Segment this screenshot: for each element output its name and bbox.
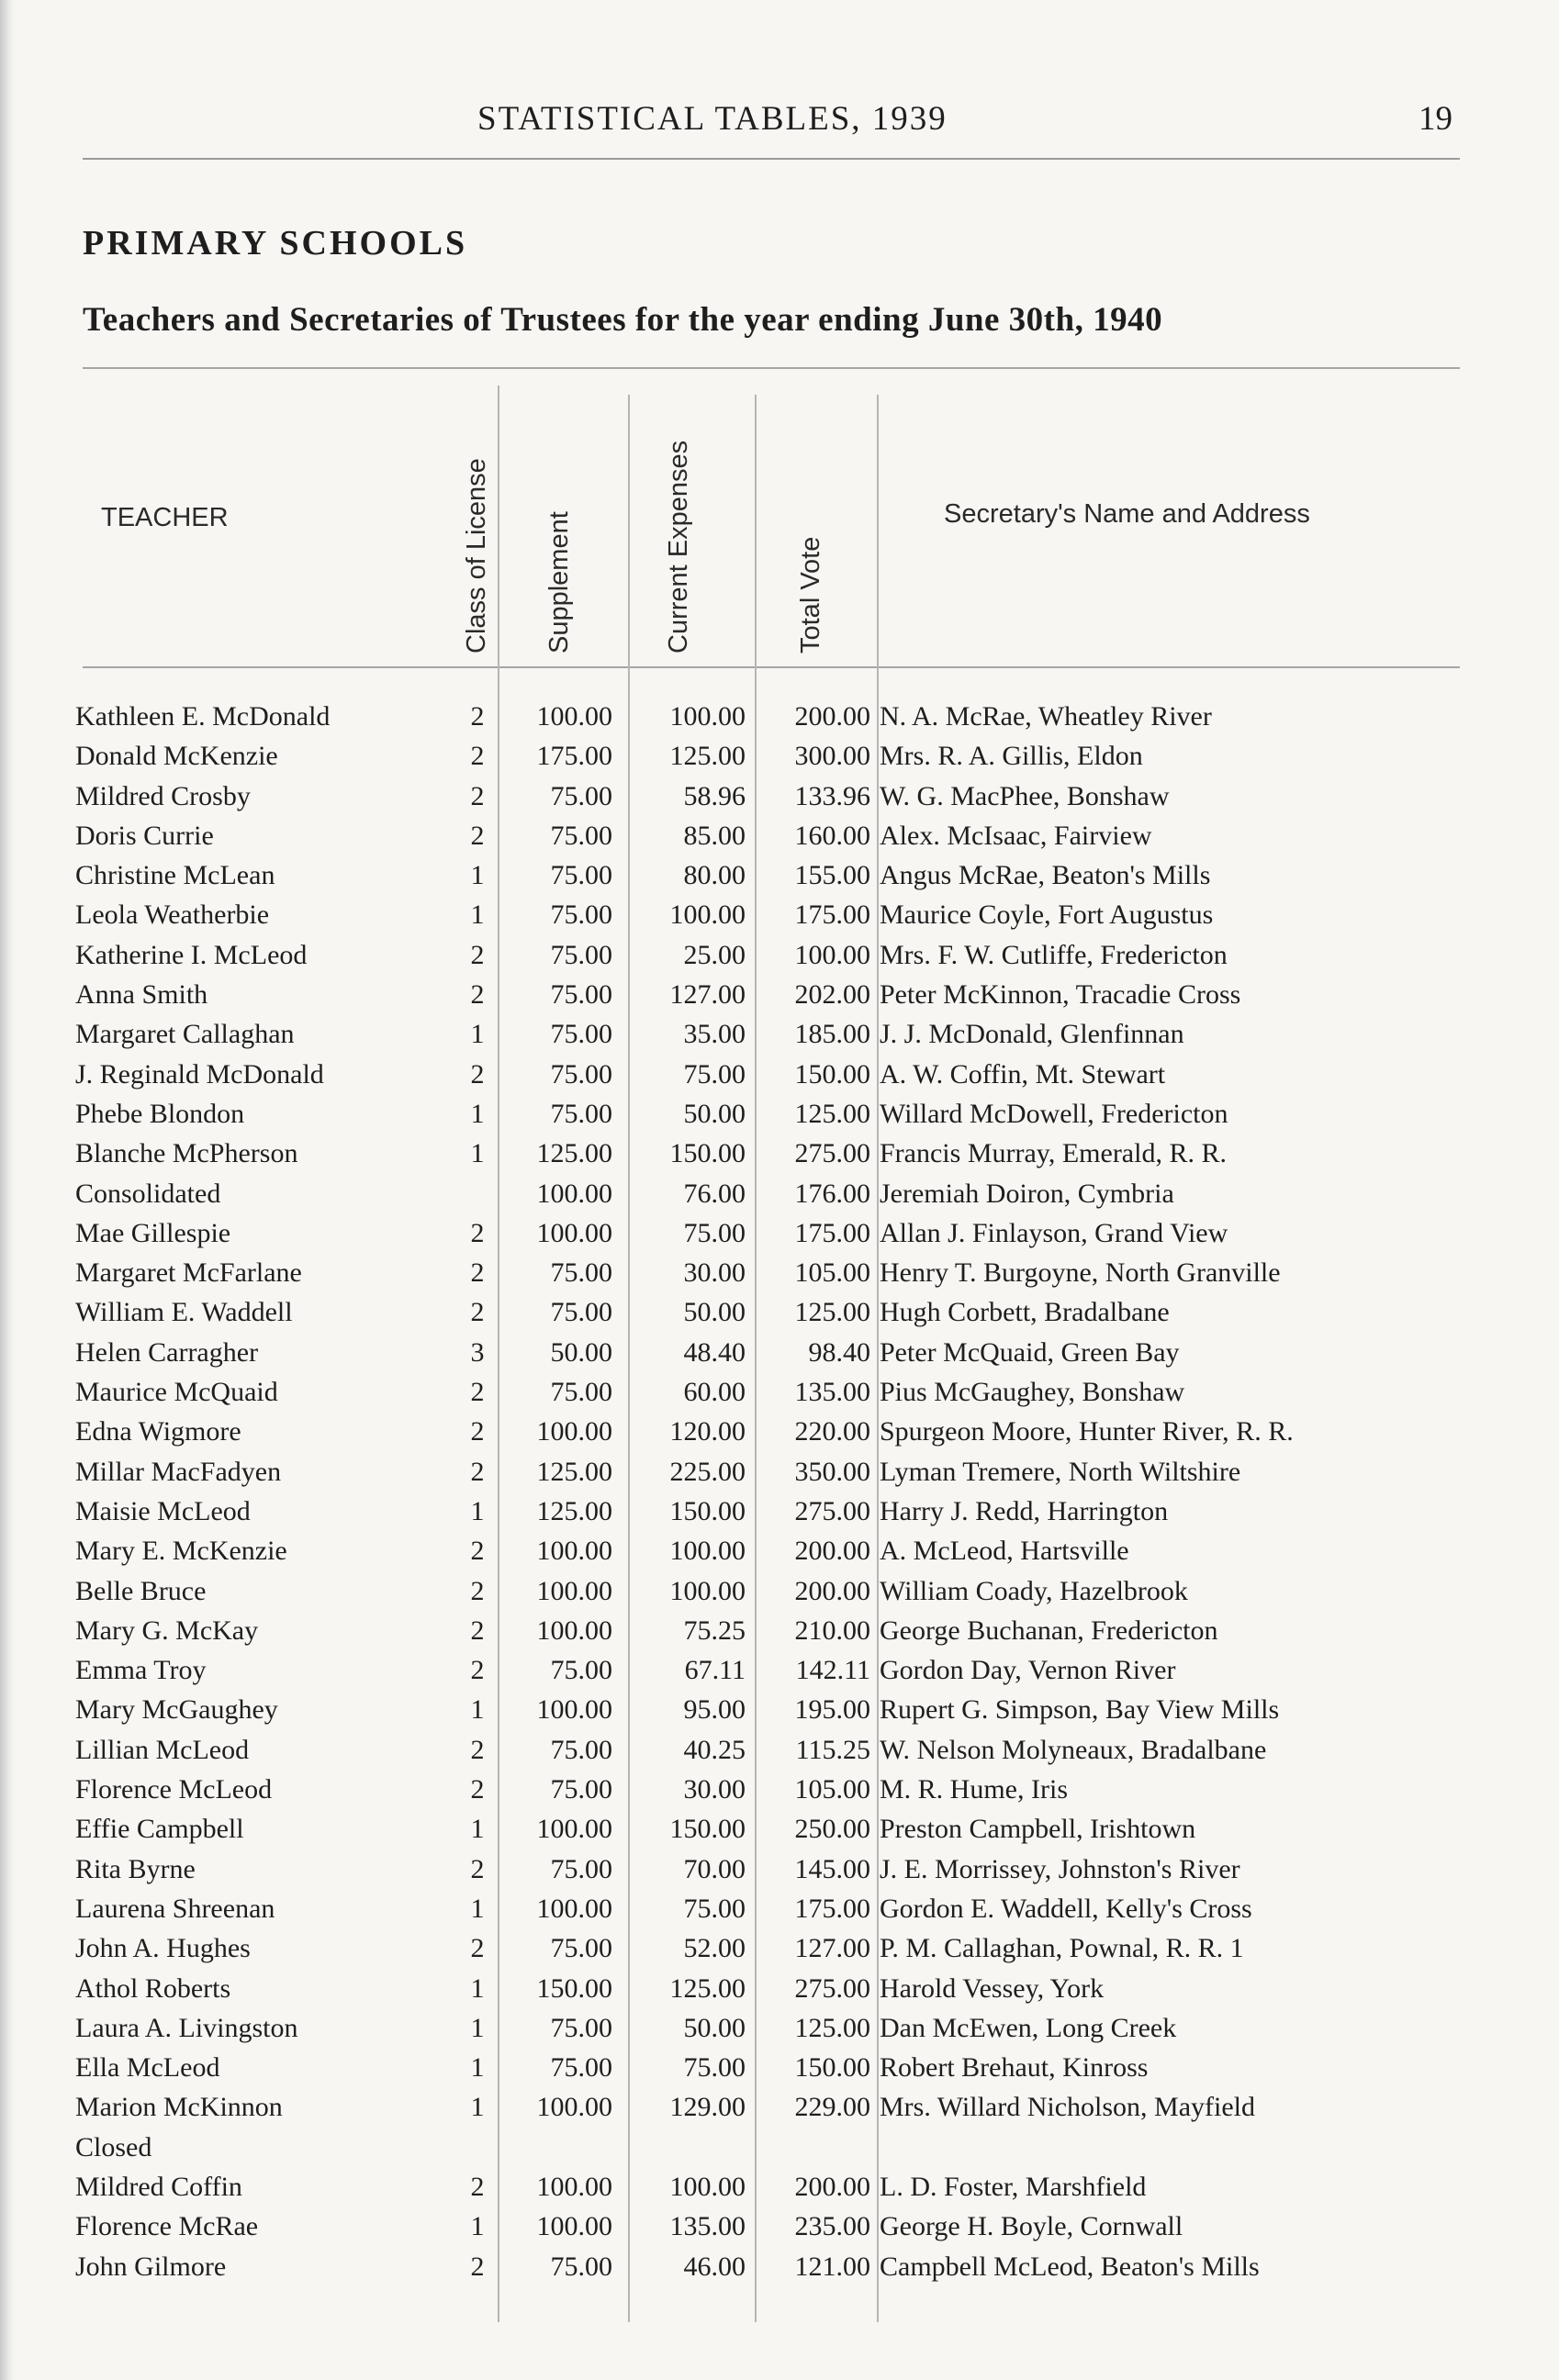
class-of-license: 2 xyxy=(470,701,485,732)
teacher-name: Leola Weatherbie xyxy=(75,899,270,931)
current-expenses-amount: 100.00 xyxy=(669,1536,746,1567)
table-row xyxy=(0,1416,1559,1456)
supplement-amount: 100.00 xyxy=(536,1575,612,1606)
secretary-name-address: Hugh Corbett, Bradalbane xyxy=(880,1297,1170,1328)
teacher-name: Mary G. McKay xyxy=(75,1615,259,1646)
teacher-name: Kathleen E. McDonald xyxy=(75,701,331,732)
teacher-name: Emma Troy xyxy=(75,1655,207,1686)
total-vote-amount: 275.00 xyxy=(794,1495,870,1526)
table-row xyxy=(0,1933,1559,1972)
class-of-license: 2 xyxy=(470,1217,485,1248)
table-row xyxy=(0,1576,1559,1615)
secretary-name-address: Angus McRae, Beaton's Mills xyxy=(880,860,1211,891)
teacher-name: J. Reginald McDonald xyxy=(75,1058,324,1089)
current-expenses-amount: 75.00 xyxy=(683,1217,746,1248)
teacher-name: John A. Hughes xyxy=(75,1933,251,1964)
table-row xyxy=(0,2092,1559,2131)
teacher-name: Mildred Coffin xyxy=(75,2171,242,2202)
supplement-amount: 75.00 xyxy=(550,1655,612,1686)
class-of-license: 1 xyxy=(470,2211,485,2242)
total-vote-amount: 125.00 xyxy=(794,2012,870,2043)
total-vote-amount: 115.25 xyxy=(795,1734,870,1765)
current-expenses-amount: 52.00 xyxy=(683,1933,746,1964)
table-row xyxy=(0,2132,1559,2172)
table-row xyxy=(0,1218,1559,1257)
total-vote-amount: 300.00 xyxy=(794,741,870,772)
class-of-license: 2 xyxy=(470,780,485,811)
current-expenses-amount: 50.00 xyxy=(683,2012,746,2043)
total-vote-amount: 200.00 xyxy=(794,701,870,732)
table-row xyxy=(0,1894,1559,1933)
current-expenses-amount: 95.00 xyxy=(683,1694,746,1726)
table-row xyxy=(0,1973,1559,2013)
secretary-name-address: Harry J. Redd, Harrington xyxy=(880,1495,1169,1526)
table-row xyxy=(0,2013,1559,2052)
current-expenses-amount: 67.11 xyxy=(684,1655,746,1686)
secretary-name-address: L. D. Foster, Marshfield xyxy=(880,2171,1147,2202)
secretary-name-address: Mrs. R. A. Gillis, Eldon xyxy=(880,741,1143,772)
table-row xyxy=(0,1655,1559,1694)
supplement-amount: 100.00 xyxy=(536,1814,612,1845)
teacher-name: Christine McLean xyxy=(75,860,275,891)
teacher-name: Millar MacFadyen xyxy=(75,1456,282,1487)
supplement-amount: 100.00 xyxy=(536,1615,612,1646)
col-header-supplement: Supplement xyxy=(544,511,574,654)
secretary-name-address: W. Nelson Molyneaux, Bradalbane xyxy=(880,1734,1267,1765)
table-row xyxy=(0,1297,1559,1336)
teacher-name: Anna Smith xyxy=(75,979,208,1011)
supplement-amount: 100.00 xyxy=(536,2171,612,2202)
secretary-name-address: Campbell McLeod, Beaton's Mills xyxy=(880,2251,1260,2282)
table-row xyxy=(0,1019,1559,1058)
total-vote-amount: 250.00 xyxy=(794,1814,870,1845)
total-vote-amount: 142.11 xyxy=(795,1655,870,1686)
table-row xyxy=(0,1615,1559,1655)
teacher-name: Lillian McLeod xyxy=(75,1734,250,1765)
table-row xyxy=(0,1059,1559,1099)
current-expenses-amount: 50.00 xyxy=(683,1297,746,1328)
secretary-name-address: P. M. Callaghan, Pownal, R. R. 1 xyxy=(880,1933,1244,1964)
table-row xyxy=(0,1694,1559,1734)
total-vote-amount: 175.00 xyxy=(794,1893,870,1924)
secretary-name-address: George H. Boyle, Cornwall xyxy=(880,2211,1183,2242)
current-expenses-amount: 85.00 xyxy=(683,820,746,851)
current-expenses-amount: 129.00 xyxy=(669,2092,746,2123)
supplement-amount: 75.00 xyxy=(550,1734,612,1765)
total-vote-amount: 160.00 xyxy=(794,820,870,851)
total-vote-amount: 150.00 xyxy=(794,2052,870,2084)
teacher-name: Mary McGaughey xyxy=(75,1694,278,1726)
supplement-amount: 75.00 xyxy=(550,820,612,851)
current-expenses-amount: 150.00 xyxy=(669,1495,746,1526)
total-vote-amount: 185.00 xyxy=(794,1019,870,1050)
table-top-rule xyxy=(83,367,1460,369)
header-bottom-rule xyxy=(83,666,1460,668)
supplement-amount: 75.00 xyxy=(550,1019,612,1050)
class-of-license: 3 xyxy=(470,1336,485,1368)
secretary-name-address: Rupert G. Simpson, Bay View Mills xyxy=(880,1694,1280,1726)
total-vote-amount: 200.00 xyxy=(794,1536,870,1567)
current-expenses-amount: 75.25 xyxy=(683,1615,746,1646)
secretary-name-address: N. A. McRae, Wheatley River xyxy=(880,701,1212,732)
table-row xyxy=(0,979,1559,1019)
running-title: STATISTICAL TABLES, 1939 xyxy=(477,100,948,138)
supplement-amount: 100.00 xyxy=(536,2211,612,2242)
teacher-name: Effie Campbell xyxy=(75,1814,244,1845)
table-row xyxy=(0,1854,1559,1894)
teacher-name: Katherine I. McLeod xyxy=(75,939,308,970)
supplement-amount: 75.00 xyxy=(550,780,612,811)
table-row xyxy=(0,1457,1559,1496)
secretary-name-address: Peter McKinnon, Tracadie Cross xyxy=(880,979,1241,1011)
total-vote-amount: 125.00 xyxy=(794,1297,870,1328)
class-of-license: 1 xyxy=(470,1972,485,2004)
secretary-name-address: J. J. McDonald, Glenfinnan xyxy=(880,1019,1184,1050)
teacher-name: Laurena Shreenan xyxy=(75,1893,275,1924)
class-of-license: 2 xyxy=(470,1655,485,1686)
secretary-name-address: Robert Brehaut, Kinross xyxy=(880,2052,1149,2084)
class-of-license: 1 xyxy=(470,1019,485,1050)
teacher-name: Closed xyxy=(75,2131,152,2162)
class-of-license: 2 xyxy=(470,939,485,970)
table-row xyxy=(0,1774,1559,1814)
current-expenses-amount: 60.00 xyxy=(683,1377,746,1408)
class-of-license: 2 xyxy=(470,820,485,851)
table-row xyxy=(0,899,1559,939)
current-expenses-amount: 100.00 xyxy=(669,1575,746,1606)
col-header-secretary: Secretary's Name and Address xyxy=(944,499,1310,529)
table-row xyxy=(0,1735,1559,1774)
current-expenses-amount: 120.00 xyxy=(669,1416,746,1447)
page-number: 19 xyxy=(1419,100,1452,138)
table-row xyxy=(0,1257,1559,1297)
total-vote-amount: 175.00 xyxy=(794,899,870,931)
supplement-amount: 75.00 xyxy=(550,939,612,970)
teacher-name: John Gilmore xyxy=(75,2251,227,2282)
supplement-amount: 75.00 xyxy=(550,1098,612,1129)
current-expenses-amount: 100.00 xyxy=(669,2171,746,2202)
current-expenses-amount: 30.00 xyxy=(683,1774,746,1805)
total-vote-amount: 220.00 xyxy=(794,1416,870,1447)
class-of-license: 2 xyxy=(470,1297,485,1328)
class-of-license: 2 xyxy=(470,1536,485,1567)
class-of-license: 1 xyxy=(470,1138,485,1169)
teacher-name: Donald McKenzie xyxy=(75,741,278,772)
supplement-amount: 100.00 xyxy=(536,2092,612,2123)
current-expenses-amount: 125.00 xyxy=(669,741,746,772)
secretary-name-address: Lyman Tremere, North Wiltshire xyxy=(880,1456,1241,1487)
secretary-name-address: Willard McDowell, Fredericton xyxy=(880,1098,1228,1129)
current-expenses-amount: 76.00 xyxy=(683,1178,746,1209)
supplement-amount: 100.00 xyxy=(536,701,612,732)
current-expenses-amount: 30.00 xyxy=(683,1257,746,1289)
supplement-amount: 75.00 xyxy=(550,2052,612,2084)
table-body xyxy=(0,701,1559,2291)
current-expenses-amount: 150.00 xyxy=(669,1814,746,1845)
current-expenses-amount: 100.00 xyxy=(669,701,746,732)
total-vote-amount: 275.00 xyxy=(794,1972,870,2004)
supplement-amount: 100.00 xyxy=(536,1536,612,1567)
table-row xyxy=(0,2252,1559,2291)
total-vote-amount: 127.00 xyxy=(794,1933,870,1964)
current-expenses-amount: 46.00 xyxy=(683,2251,746,2282)
total-vote-amount: 150.00 xyxy=(794,1058,870,1089)
current-expenses-amount: 150.00 xyxy=(669,1138,746,1169)
teacher-name: William E. Waddell xyxy=(75,1297,293,1328)
supplement-amount: 150.00 xyxy=(536,1972,612,2004)
current-expenses-amount: 100.00 xyxy=(669,899,746,931)
table-row xyxy=(0,1536,1559,1575)
running-head xyxy=(0,99,1559,145)
supplement-amount: 75.00 xyxy=(550,1933,612,1964)
total-vote-amount: 195.00 xyxy=(794,1694,870,1726)
total-vote-amount: 202.00 xyxy=(794,979,870,1011)
secretary-name-address: Harold Vessey, York xyxy=(880,1972,1105,2004)
total-vote-amount: 210.00 xyxy=(794,1615,870,1646)
teacher-name: Marion McKinnon xyxy=(75,2092,283,2123)
class-of-license: 2 xyxy=(470,1416,485,1447)
teacher-name: Mae Gillespie xyxy=(75,1217,231,1248)
teacher-name: Rita Byrne xyxy=(75,1853,196,1884)
header-rule xyxy=(83,158,1460,160)
teacher-name: Maurice McQuaid xyxy=(75,1377,278,1408)
class-of-license: 2 xyxy=(470,1774,485,1805)
secretary-name-address: Francis Murray, Emerald, R. R. xyxy=(880,1138,1227,1169)
table-row xyxy=(0,1179,1559,1218)
section-title: PRIMARY SCHOOLS xyxy=(83,224,468,263)
total-vote-amount: 133.96 xyxy=(794,780,870,811)
secretary-name-address: A. W. Coffin, Mt. Stewart xyxy=(880,1058,1166,1089)
secretary-name-address: M. R. Hume, Iris xyxy=(880,1774,1068,1805)
teacher-name: Margaret Callaghan xyxy=(75,1019,295,1050)
class-of-license: 1 xyxy=(470,1495,485,1526)
current-expenses-amount: 58.96 xyxy=(683,780,746,811)
current-expenses-amount: 80.00 xyxy=(683,860,746,891)
teacher-name: Laura A. Livingston xyxy=(75,2012,298,2043)
table-row xyxy=(0,1377,1559,1416)
teacher-name: Edna Wigmore xyxy=(75,1416,241,1447)
col-header-current-expenses: Current Expenses xyxy=(664,440,693,654)
table-row xyxy=(0,860,1559,899)
secretary-name-address: Alex. McIsaac, Fairview xyxy=(880,820,1152,851)
total-vote-amount: 121.00 xyxy=(794,2251,870,2282)
supplement-amount: 75.00 xyxy=(550,1257,612,1289)
col-header-teacher: TEACHER xyxy=(101,503,229,532)
total-vote-amount: 350.00 xyxy=(794,1456,870,1487)
class-of-license: 1 xyxy=(470,1893,485,1924)
supplement-amount: 175.00 xyxy=(536,741,612,772)
secretary-name-address: Spurgeon Moore, Hunter River, R. R. xyxy=(880,1416,1294,1447)
teacher-name: Mary E. McKenzie xyxy=(75,1536,287,1567)
class-of-license: 2 xyxy=(470,1257,485,1289)
table-row xyxy=(0,1337,1559,1377)
supplement-amount: 100.00 xyxy=(536,1416,612,1447)
class-of-license: 1 xyxy=(470,2052,485,2084)
secretary-name-address: Dan McEwen, Long Creek xyxy=(880,2012,1177,2043)
total-vote-amount: 105.00 xyxy=(794,1774,870,1805)
class-of-license: 2 xyxy=(470,2171,485,2202)
current-expenses-amount: 135.00 xyxy=(669,2211,746,2242)
table-row xyxy=(0,701,1559,741)
teacher-name: Belle Bruce xyxy=(75,1575,207,1606)
teacher-name: Helen Carragher xyxy=(75,1336,259,1368)
secretary-name-address: Gordon E. Waddell, Kelly's Cross xyxy=(880,1893,1252,1924)
current-expenses-amount: 125.00 xyxy=(669,1972,746,2004)
total-vote-amount: 176.00 xyxy=(794,1178,870,1209)
total-vote-amount: 125.00 xyxy=(794,1098,870,1129)
class-of-license: 2 xyxy=(470,1615,485,1646)
teacher-name: Doris Currie xyxy=(75,820,214,851)
total-vote-amount: 100.00 xyxy=(794,939,870,970)
secretary-name-address: Peter McQuaid, Green Bay xyxy=(880,1336,1180,1368)
supplement-amount: 75.00 xyxy=(550,860,612,891)
table-row xyxy=(0,2052,1559,2092)
table-row xyxy=(0,1099,1559,1138)
secretary-name-address: A. McLeod, Hartsville xyxy=(880,1536,1129,1567)
col-header-class: Class of License xyxy=(462,458,491,654)
total-vote-amount: 155.00 xyxy=(794,860,870,891)
table-row xyxy=(0,781,1559,821)
total-vote-amount: 145.00 xyxy=(794,1853,870,1884)
supplement-amount: 100.00 xyxy=(536,1217,612,1248)
secretary-name-address: Maurice Coyle, Fort Augustus xyxy=(880,899,1214,931)
secretary-name-address: Mrs. F. W. Cutliffe, Fredericton xyxy=(880,939,1228,970)
supplement-amount: 125.00 xyxy=(536,1138,612,1169)
secretary-name-address: William Coady, Hazelbrook xyxy=(880,1575,1188,1606)
total-vote-amount: 98.40 xyxy=(808,1336,870,1368)
table-row xyxy=(0,1814,1559,1853)
table-row xyxy=(0,821,1559,860)
supplement-amount: 75.00 xyxy=(550,1058,612,1089)
supplement-amount: 75.00 xyxy=(550,1853,612,1884)
secretary-name-address: Allan J. Finlayson, Grand View xyxy=(880,1217,1228,1248)
table-row xyxy=(0,2211,1559,2251)
teacher-name: Phebe Blondon xyxy=(75,1098,245,1129)
supplement-amount: 75.00 xyxy=(550,1774,612,1805)
secretary-name-address: Gordon Day, Vernon River xyxy=(880,1655,1176,1686)
teacher-name: Florence McRae xyxy=(75,2211,259,2242)
teacher-name: Ella McLeod xyxy=(75,2052,220,2084)
teacher-name: Margaret McFarlane xyxy=(75,1257,302,1289)
table-row xyxy=(0,2172,1559,2211)
teacher-name: Mildred Crosby xyxy=(75,780,251,811)
current-expenses-amount: 50.00 xyxy=(683,1098,746,1129)
secretary-name-address: Jeremiah Doiron, Cymbria xyxy=(880,1178,1174,1209)
supplement-amount: 125.00 xyxy=(536,1495,612,1526)
teacher-name: Blanche McPherson xyxy=(75,1138,298,1169)
current-expenses-amount: 35.00 xyxy=(683,1019,746,1050)
supplement-amount: 100.00 xyxy=(536,1694,612,1726)
table-row xyxy=(0,741,1559,780)
supplement-amount: 50.00 xyxy=(550,1336,612,1368)
col-header-total-vote: Total Vote xyxy=(796,536,825,654)
supplement-amount: 100.00 xyxy=(536,1178,612,1209)
secretary-name-address: George Buchanan, Fredericton xyxy=(880,1615,1218,1646)
class-of-license: 2 xyxy=(470,1734,485,1765)
total-vote-amount: 105.00 xyxy=(794,1257,870,1289)
supplement-amount: 75.00 xyxy=(550,2251,612,2282)
current-expenses-amount: 75.00 xyxy=(683,2052,746,2084)
supplement-amount: 75.00 xyxy=(550,979,612,1011)
class-of-license: 2 xyxy=(470,1456,485,1487)
table-row xyxy=(0,940,1559,979)
teacher-name: Florence McLeod xyxy=(75,1774,273,1805)
table-row xyxy=(0,1138,1559,1178)
total-vote-amount: 229.00 xyxy=(794,2092,870,2123)
secretary-name-address: Pius McGaughey, Bonshaw xyxy=(880,1377,1185,1408)
secretary-name-address: W. G. MacPhee, Bonshaw xyxy=(880,780,1170,811)
total-vote-amount: 175.00 xyxy=(794,1217,870,1248)
current-expenses-amount: 75.00 xyxy=(683,1058,746,1089)
current-expenses-amount: 225.00 xyxy=(669,1456,746,1487)
total-vote-amount: 275.00 xyxy=(794,1138,870,1169)
secretary-name-address: Henry T. Burgoyne, North Granville xyxy=(880,1257,1281,1289)
current-expenses-amount: 70.00 xyxy=(683,1853,746,1884)
class-of-license: 2 xyxy=(470,1853,485,1884)
supplement-amount: 75.00 xyxy=(550,1377,612,1408)
class-of-license: 2 xyxy=(470,979,485,1011)
class-of-license: 2 xyxy=(470,741,485,772)
class-of-license: 2 xyxy=(470,1933,485,1964)
total-vote-amount: 200.00 xyxy=(794,1575,870,1606)
class-of-license: 1 xyxy=(470,2092,485,2123)
table-row xyxy=(0,1496,1559,1536)
class-of-license: 1 xyxy=(470,899,485,931)
supplement-amount: 100.00 xyxy=(536,1893,612,1924)
class-of-license: 1 xyxy=(470,1098,485,1129)
total-vote-amount: 135.00 xyxy=(794,1377,870,1408)
total-vote-amount: 235.00 xyxy=(794,2211,870,2242)
current-expenses-amount: 75.00 xyxy=(683,1893,746,1924)
section-subtitle: Teachers and Secretaries of Trustees for the year ending June 30th, 1940 xyxy=(83,301,1163,339)
current-expenses-amount: 40.25 xyxy=(683,1734,746,1765)
supplement-amount: 75.00 xyxy=(550,2012,612,2043)
class-of-license: 2 xyxy=(470,1575,485,1606)
teacher-name: Consolidated xyxy=(75,1178,221,1209)
class-of-license: 2 xyxy=(470,2251,485,2282)
class-of-license: 1 xyxy=(470,2012,485,2043)
class-of-license: 1 xyxy=(470,860,485,891)
current-expenses-amount: 25.00 xyxy=(683,939,746,970)
teacher-name: Maisie McLeod xyxy=(75,1495,251,1526)
total-vote-amount: 200.00 xyxy=(794,2171,870,2202)
secretary-name-address: Mrs. Willard Nicholson, Mayfield xyxy=(880,2092,1256,2123)
supplement-amount: 125.00 xyxy=(536,1456,612,1487)
supplement-amount: 75.00 xyxy=(550,1297,612,1328)
current-expenses-amount: 48.40 xyxy=(683,1336,746,1368)
secretary-name-address: J. E. Morrissey, Johnston's River xyxy=(880,1853,1240,1884)
supplement-amount: 75.00 xyxy=(550,899,612,931)
class-of-license: 2 xyxy=(470,1377,485,1408)
class-of-license: 1 xyxy=(470,1694,485,1726)
current-expenses-amount: 127.00 xyxy=(669,979,746,1011)
class-of-license: 1 xyxy=(470,1814,485,1845)
teacher-name: Athol Roberts xyxy=(75,1972,231,2004)
secretary-name-address: Preston Campbell, Irishtown xyxy=(880,1814,1196,1845)
class-of-license: 2 xyxy=(470,1058,485,1089)
